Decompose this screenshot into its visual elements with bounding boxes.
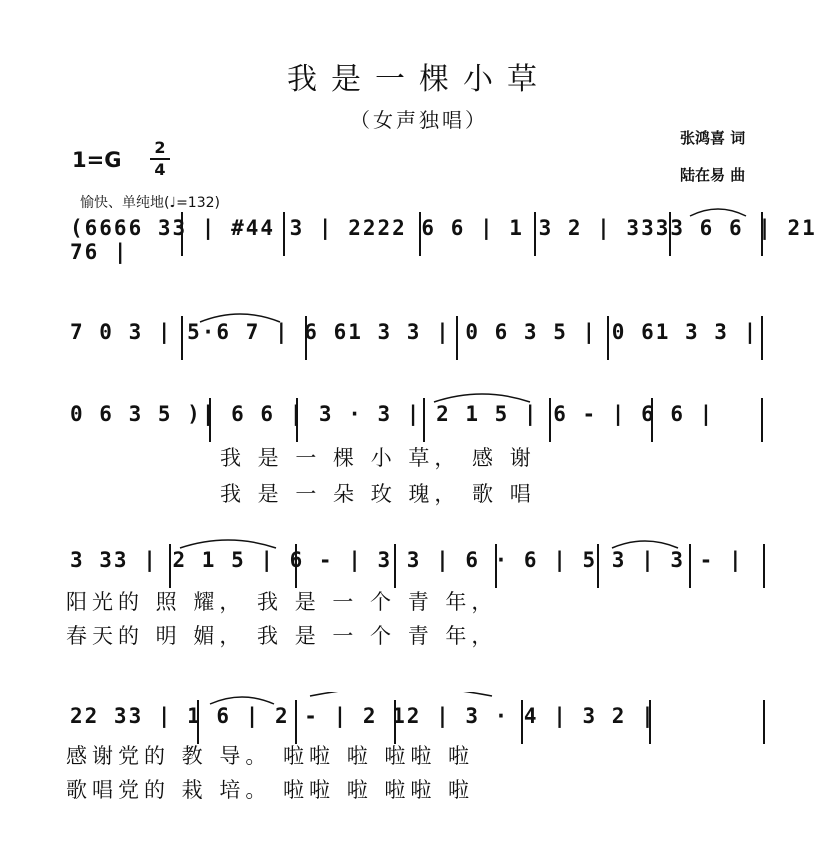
lyric-line-3-verse-1: 我 是 一 棵 小 草， 感 谢 — [220, 446, 536, 470]
time-signature-top: 2 — [154, 138, 166, 157]
notation-line-1: (6666 33 | #44 3 | 2222 6 6 | 1 3 2 | 3333 6 6 | 21 76 | — [70, 216, 817, 264]
time-signature-bottom: 4 — [154, 160, 166, 179]
time-signature — [150, 139, 170, 179]
score-line-3 — [0, 390, 838, 450]
notation-line-2: 7 0 3 | 5·6 7 | 6 61 3 3 | 0 6 3 5 | 0 61 3 3 | — [70, 320, 759, 344]
song-subtitle: （女声独唱） — [350, 108, 488, 132]
notation-line-5: 22 33 | 1 6 | 2 - | 2 12 | 3 · 4 | 3 2 | — [70, 704, 656, 728]
song-title: 我是一棵小草 — [287, 62, 551, 97]
score-line-1 — [0, 204, 838, 264]
tempo-marking: 愉快、单纯地(♩=132) — [80, 195, 220, 211]
notation-line-4: 3 33 | 2 1 5 | 6 - | 3 3 | 6 · 6 | 5 3 | 3 - | — [70, 548, 744, 572]
notation-line-3: 0 6 3 5 )| 6 6 | 3 · 3 | 2 1 5 | 6 - | 6 6 | — [70, 402, 715, 426]
lyric-line-4-verse-2: 春天的 明 媚， 我 是 一 个 青 年， — [66, 624, 498, 648]
score-line-2 — [0, 308, 838, 368]
lyric-line-3-verse-2: 我 是 一 朵 玫 瑰， 歌 唱 — [220, 482, 536, 506]
lyric-line-5-verse-1: 感谢党的 教 导。 啦啦 啦 啦啦 啦 — [66, 744, 475, 768]
lyric-line-4-verse-1: 阳光的 照 耀， 我 是 一 个 青 年， — [66, 590, 498, 614]
lyricist-credit: 张鸿喜 词 — [680, 129, 746, 147]
key-signature: 1=G — [72, 148, 122, 172]
composer-credit: 陆在易 曲 — [680, 166, 746, 184]
lyric-line-5-verse-2: 歌唱党的 栽 培。 啦啦 啦 啦啦 啦 — [66, 778, 475, 802]
